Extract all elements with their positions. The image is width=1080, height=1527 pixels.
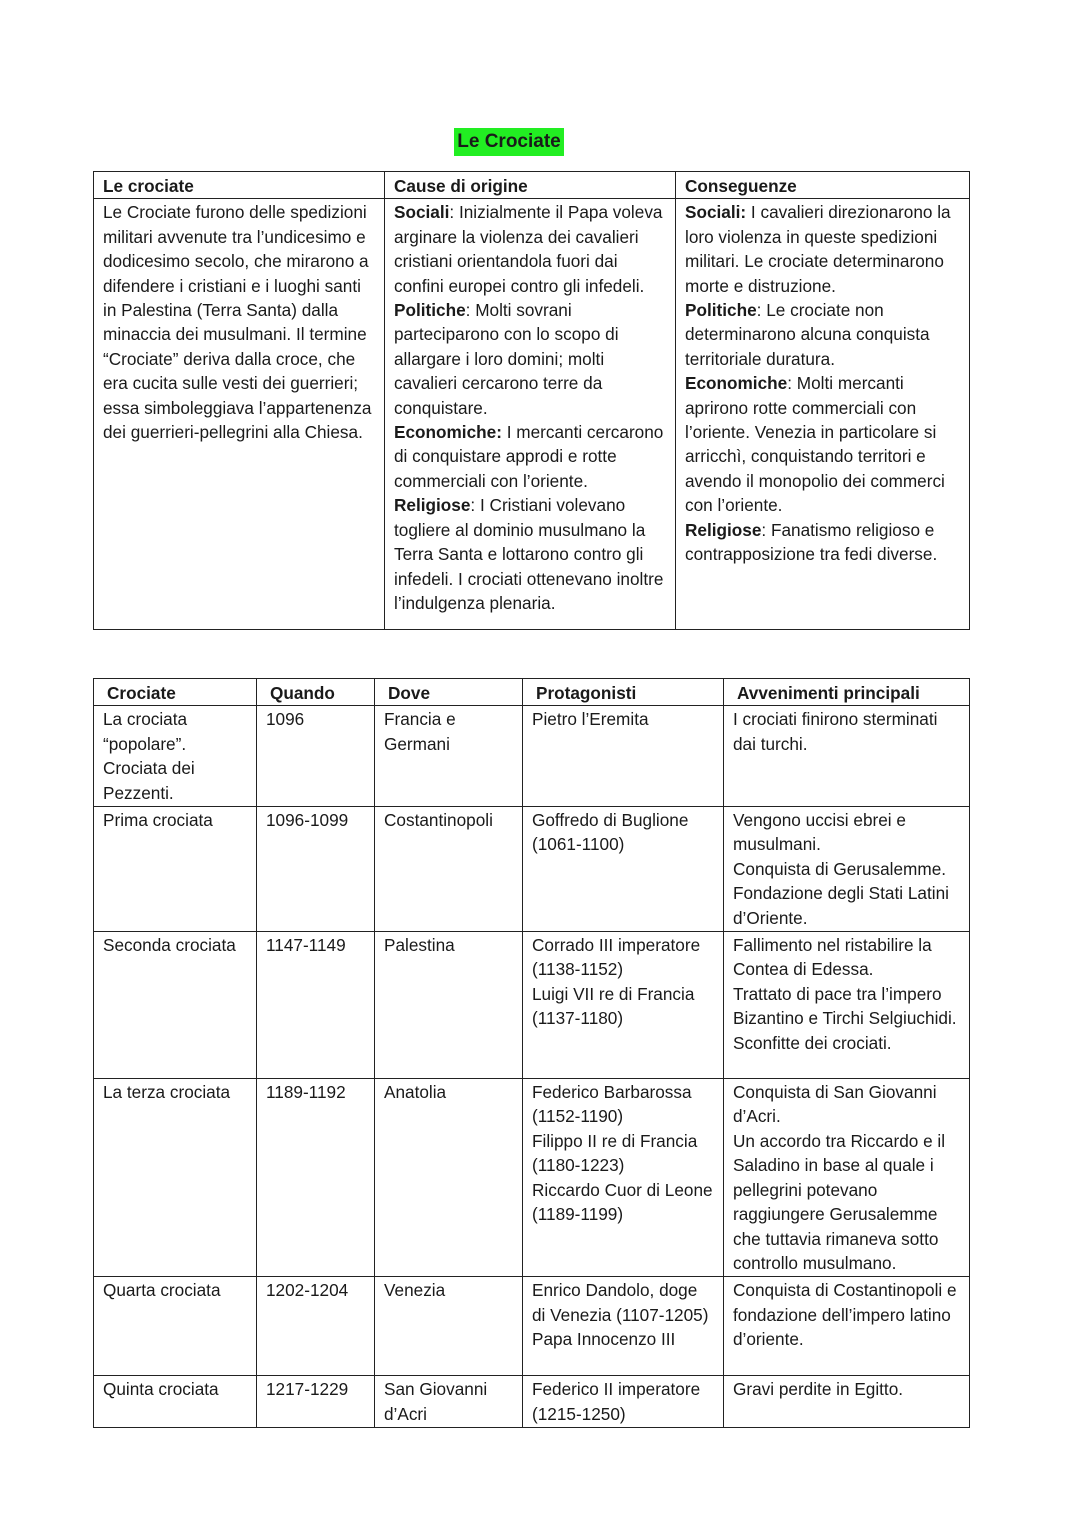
header-dove: Dove (375, 679, 523, 706)
overview-body-row (94, 199, 970, 630)
table-row (94, 1376, 970, 1428)
consequence-sep: : (761, 519, 771, 540)
consequence-text: Molti mercanti aprirono rotte commerciali con l’oriente. Venezia in particolare si arricchì, conquistando territori e avendo il monopolio dei commerci con l’oriente. (685, 373, 945, 516)
table-row (94, 1277, 970, 1376)
cause-text: Molti sovrani parteciparono con lo scopo di allargare i loro domini; molti cavalieri cercarono terre da conquistare. (394, 300, 619, 418)
consequences-cell (676, 199, 970, 630)
title-wrapper (0, 128, 1018, 156)
causes-cell (385, 199, 676, 630)
cell-quando: 1217-1229 (257, 1376, 375, 1428)
protagonist: Riccardo Cuor di Leone (1189-1199) (532, 1179, 713, 1225)
cell-avvenimenti (724, 706, 970, 807)
cell-protagonisti (523, 706, 724, 807)
overview-header-cause: Cause di origine (385, 172, 676, 199)
consequence-label: Economiche (685, 373, 788, 394)
intro-text: Le Crociate furono delle spedizioni militari avvenute tra l’undicesimo e dodicesimo secolo, che mirarono a difendere i cristiani e i luoghi santi in Palestina (Terra Santa) dalla minaccia dei musulmani. Il termine “Crociate” deriva dalla croce, che era cucita sulle vesti dei guerrieri; essa simboleggiava l’appartenenza dei guerrieri-pellegrini alla Chiesa. (103, 202, 372, 443)
table-row (94, 1079, 970, 1277)
protagonist: Federico Barbarossa (1152-1190) (532, 1082, 692, 1127)
cell-avvenimenti (724, 1079, 970, 1277)
consequence-label: Sociali: (685, 202, 747, 223)
cell-crociata: Prima crociata (94, 807, 257, 932)
event: Trattato di pace tra l’impero Bizantino e Tirchi Selgiuchidi. (733, 983, 957, 1029)
cause-sep: : (449, 202, 459, 223)
consequence-label: Politiche (685, 300, 757, 321)
cell-dove: San Giovanni d’Acri (375, 1376, 523, 1428)
protagonist: Goffredo di Buglione (1061-1100) (532, 810, 689, 855)
cause-text: Inizialmente il Papa voleva arginare la violenza dei cavalieri cristiani orientandola fuori dai confini europei contro gli infedeli. (394, 202, 663, 296)
cell-dove: Venezia (375, 1277, 523, 1376)
cause-sep: : (470, 495, 480, 516)
protagonist: Enrico Dandolo, doge di Venezia (1107-1205) (532, 1280, 709, 1325)
cell-avvenimenti (724, 807, 970, 932)
cell-protagonisti (523, 932, 724, 1079)
table-row (94, 706, 970, 807)
cause-label: Economiche: (394, 422, 502, 443)
cell-quando: 1189-1192 (257, 1079, 375, 1277)
event: Fallimento nel ristabilire la Contea di Edessa. (733, 935, 932, 980)
cause-label: Religiose (394, 495, 471, 516)
event: Fondazione degli Stati Latini d’Oriente. (733, 883, 949, 928)
cell-avvenimenti (724, 932, 970, 1079)
cause-paragraph (394, 298, 666, 420)
header-crociate: Crociate (94, 679, 257, 706)
table-row (94, 932, 970, 1079)
consequence-label: Religiose (685, 519, 762, 540)
cause-paragraph (394, 493, 666, 615)
cell-crociata: Quinta crociata (94, 1376, 257, 1428)
cell-crociata: La terza crociata (94, 1079, 257, 1277)
cause-paragraph (394, 200, 666, 298)
protagonist: Corrado III imperatore (1138-1152) (532, 935, 701, 980)
cell-protagonisti (523, 1376, 724, 1428)
consequence-paragraph (685, 200, 960, 298)
event: Vengono uccisi ebrei e musulmani. (733, 810, 906, 855)
consequence-paragraph (685, 298, 960, 371)
cell-protagonisti (523, 1079, 724, 1277)
header-quando: Quando (257, 679, 375, 706)
cell-quando: 1096-1099 (257, 807, 375, 932)
protagonist: Pietro l’Eremita (532, 709, 649, 730)
cause-text: I mercanti cercarono di conquistare approdi e rotte commerciali con l’oriente. (394, 422, 664, 491)
consequence-paragraph (685, 371, 960, 517)
header-avvenimenti: Avvenimenti principali (724, 679, 970, 706)
overview-header-conseguenze: Conseguenze (676, 172, 970, 199)
cell-dove: Francia e Germani (375, 706, 523, 807)
crusades-table (93, 678, 970, 1428)
cell-avvenimenti (724, 1376, 970, 1428)
cell-dove: Anatolia (375, 1079, 523, 1277)
cell-crociata: Seconda crociata (94, 932, 257, 1079)
consequence-text: Fanatismo religioso e contrapposizione tra fedi diverse. (685, 519, 938, 565)
event: Un accordo tra Riccardo e il Saladino in base al quale i pellegrini potevano raggiungere Gerusalemme che tuttavia rimaneva sotto controllo musulmano. (733, 1130, 946, 1273)
cell-dove: Costantinopoli (375, 807, 523, 932)
event: Conquista di Gerusalemme. (733, 858, 947, 879)
cause-label: Politiche (394, 300, 466, 321)
consequence-text: Le crociate non determinarono alcuna conquista territoriale duratura. (685, 300, 930, 369)
cell-crociata: La crociata “popolare”. Crociata dei Pezzenti. (94, 706, 257, 807)
protagonist: Federico II imperatore (1215-1250) (532, 1379, 701, 1424)
overview-header-crociate: Le crociate (94, 172, 385, 199)
cell-protagonisti (523, 1277, 724, 1376)
protagonist: Luigi VII re di Francia (1137-1180) (532, 983, 695, 1029)
cause-text: I Cristiani volevano togliere al dominio musulmano la Terra Santa e lottarono contro gli infedeli. I crociati ottenevano inoltre l’indulgenza plenaria. (394, 495, 664, 613)
consequence-sep: : (787, 373, 797, 394)
event: I crociati finirono sterminati dai turchi. (733, 709, 938, 754)
cell-quando: 1147-1149 (257, 932, 375, 1079)
protagonist: Filippo II re di Francia (1180-1223) (532, 1130, 698, 1176)
consequence-sep: : (756, 300, 767, 321)
cell-crociata: Quarta crociata (94, 1277, 257, 1376)
overview-header-row (94, 172, 970, 199)
intro-cell (94, 199, 385, 630)
event: Conquista di Costantinopoli e fondazione dell’impero latino d’oriente. (733, 1280, 957, 1350)
cause-label: Sociali (394, 202, 450, 223)
header-protagonisti: Protagonisti (523, 679, 724, 706)
consequence-paragraph (685, 518, 960, 567)
cell-dove: Palestina (375, 932, 523, 1079)
cell-quando: 1202-1204 (257, 1277, 375, 1376)
event: Sconfitte dei crociati. (733, 1032, 892, 1053)
table-row (94, 807, 970, 932)
event: Gravi perdite in Egitto. (733, 1379, 904, 1400)
overview-table (93, 171, 970, 630)
crusades-header-row (94, 679, 970, 706)
cell-quando: 1096 (257, 706, 375, 807)
cause-paragraph (394, 420, 666, 493)
page-title: Le Crociate (454, 128, 563, 156)
protagonist: Papa Innocenzo III (532, 1329, 676, 1350)
cell-protagonisti (523, 807, 724, 932)
cell-avvenimenti (724, 1277, 970, 1376)
cause-sep: : (465, 300, 476, 321)
event: Conquista di San Giovanni d’Acri. (733, 1082, 937, 1127)
consequence-text: I cavalieri direzionarono la loro violenza in queste spedizioni militari. Le crociate determinarono morte e distruzione. (685, 202, 951, 296)
